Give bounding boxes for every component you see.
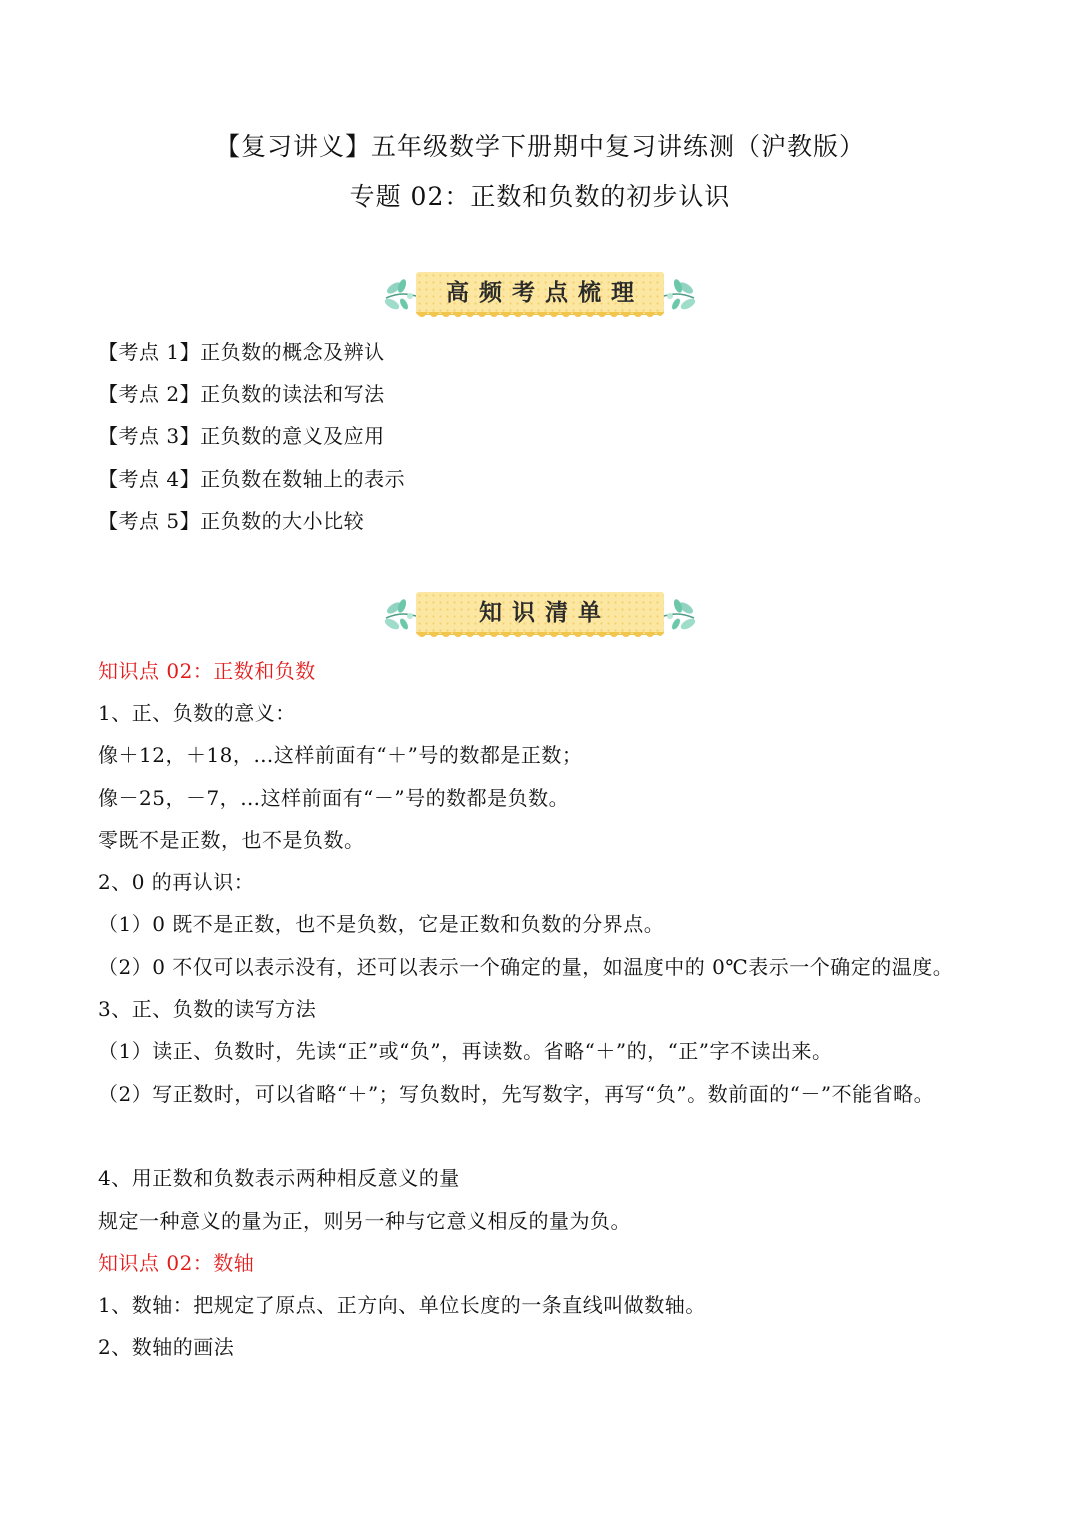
document-title: 【复习讲义】五年级数学下册期中复习讲练测（沪教版） (214, 132, 865, 161)
key-point-item: 【考点 1】正负数的概念及辨认 (98, 340, 385, 364)
subheading: 1、正、负数的意义： (98, 701, 296, 725)
key-point-item: 【考点 2】正负数的读法和写法 (98, 382, 385, 406)
paragraph: 像＋12，＋18，…这样前面有“＋”号的数都是正数； (98, 743, 583, 767)
section-banner-knowledge-list (380, 588, 700, 646)
leaf-decoration-icon (660, 274, 700, 314)
key-point-item: 【考点 4】正负数在数轴上的表示 (98, 467, 406, 491)
knowledge-point-heading: 知识点 02：数轴 (98, 1251, 255, 1275)
paragraph: （2）写正数时，可以省略“＋”；写负数时，先写数字，再写“负”。数前面的“－”不能省略。 (98, 1082, 935, 1106)
paragraph: 1、数轴：把规定了原点、正方向、单位长度的一条直线叫做数轴。 (98, 1293, 706, 1317)
subheading: 2、0 的再认识： (98, 870, 255, 894)
knowledge-point-heading: 知识点 02：正数和负数 (98, 659, 316, 683)
paragraph: 零既不是正数，也不是负数。 (98, 828, 365, 852)
leaf-decoration-icon (380, 274, 420, 314)
paragraph: （2）0 不仅可以表示没有，还可以表示一个确定的量，如温度中的 0℃表示一个确定的温度。 (98, 955, 954, 979)
paragraph: （1）0 既不是正数，也不是负数，它是正数和负数的分界点。 (98, 912, 665, 936)
subheading: 2、数轴的画法 (98, 1335, 235, 1359)
leaf-decoration-icon (380, 594, 420, 634)
key-point-item: 【考点 5】正负数的大小比较 (98, 509, 365, 533)
subheading: 4、用正数和负数表示两种相反意义的量 (98, 1166, 460, 1190)
banner-label: 高频考点梳理 (446, 280, 644, 306)
paragraph: 规定一种意义的量为正，则另一种与它意义相反的量为负。 (98, 1209, 631, 1233)
banner-label: 知识清单 (479, 600, 611, 626)
paragraph: 像－25，－7，…这样前面有“－”号的数都是负数。 (98, 786, 570, 810)
subheading: 3、正、负数的读写方法 (98, 997, 317, 1021)
document-subtitle: 专题 02：正数和负数的初步认识 (349, 182, 731, 211)
paragraph: （1）读正、负数时，先读“正”或“负”，再读数。省略“＋”的，“正”字不读出来。 (98, 1039, 833, 1063)
key-point-item: 【考点 3】正负数的意义及应用 (98, 424, 385, 448)
section-banner-key-points (380, 268, 700, 326)
leaf-decoration-icon (660, 594, 700, 634)
